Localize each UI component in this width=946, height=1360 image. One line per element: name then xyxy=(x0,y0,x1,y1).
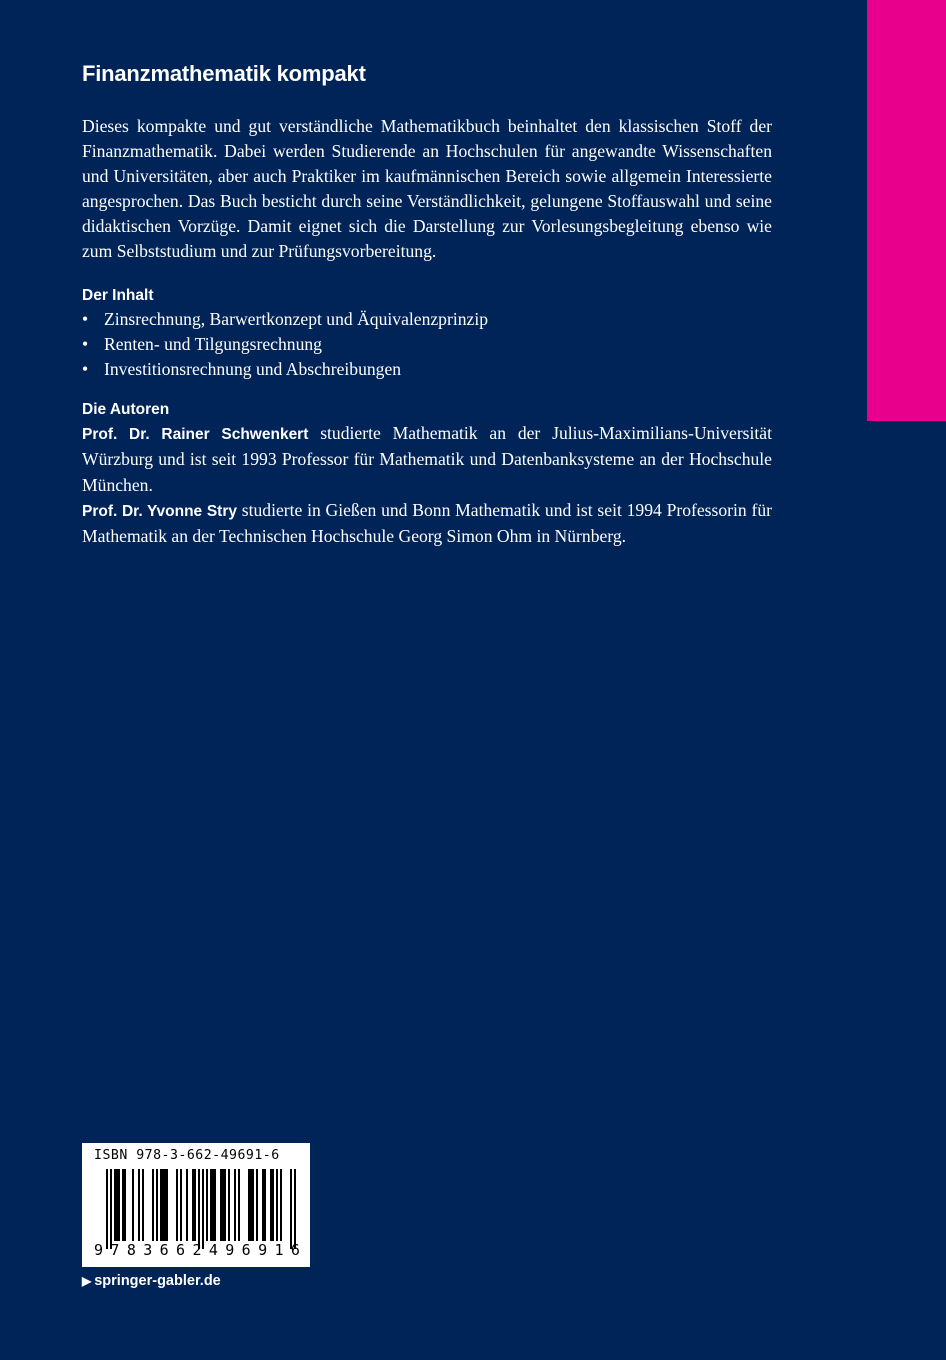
author-name: Prof. Dr. Yvonne Stry xyxy=(82,502,237,520)
barcode-bar xyxy=(248,1169,250,1241)
barcode-bar xyxy=(290,1169,292,1249)
back-cover-content xyxy=(82,58,772,549)
barcode-bar xyxy=(132,1169,134,1241)
contents-list xyxy=(82,307,772,382)
isbn-label: ISBN 978-3-662-49691-6 xyxy=(94,1148,280,1163)
barcode-bar xyxy=(202,1169,204,1249)
barcode-bar xyxy=(160,1169,162,1241)
barcode-bar xyxy=(142,1169,144,1241)
barcode-bar xyxy=(252,1169,254,1241)
contents-heading: Der Inhalt xyxy=(82,287,154,304)
barcode-bar xyxy=(228,1169,230,1241)
ean-digit: 6 xyxy=(176,1241,186,1259)
arrow-right-icon: ▶ xyxy=(82,1274,92,1288)
barcode-bar xyxy=(256,1169,258,1241)
ean-digit: 9 xyxy=(94,1241,104,1259)
bullet-icon: • xyxy=(82,359,89,379)
barcode-bar xyxy=(222,1169,224,1241)
barcode-bar xyxy=(238,1169,240,1241)
author-paragraph xyxy=(82,498,772,550)
ean-digit: 9 xyxy=(258,1241,268,1259)
barcode-bar xyxy=(206,1169,208,1241)
author-name: Prof. Dr. Rainer Schwenkert xyxy=(82,426,309,443)
list-item xyxy=(82,357,772,382)
barcode-bar xyxy=(198,1169,200,1249)
website-url: springer-gabler.de xyxy=(94,1273,221,1289)
ean-digits xyxy=(94,1241,300,1259)
barcode-bar xyxy=(116,1169,118,1241)
barcode-bar xyxy=(164,1169,166,1241)
list-item-text: Investitionsrechnung und Abschreibungen xyxy=(104,359,402,379)
barcode-bar xyxy=(276,1169,278,1241)
barcode-bar xyxy=(264,1169,266,1241)
barcode-bar xyxy=(214,1169,216,1241)
book-title: Finanzmathematik kompakt xyxy=(82,61,366,86)
barcode-bar xyxy=(138,1169,140,1241)
barcode-bar xyxy=(250,1169,252,1241)
barcode-bar xyxy=(210,1169,212,1241)
barcode-bar xyxy=(280,1169,282,1241)
barcode-bar xyxy=(180,1169,182,1241)
isbn-barcode xyxy=(82,1143,310,1267)
ean-digit: 9 xyxy=(225,1241,235,1259)
barcode-bar xyxy=(272,1169,274,1241)
barcode-bar xyxy=(212,1169,214,1241)
barcode-bar xyxy=(114,1169,116,1241)
barcode-bar xyxy=(176,1169,178,1241)
list-item-text: Renten- und Tilgungsrechnung xyxy=(104,334,322,354)
publisher-website[interactable] xyxy=(82,1273,221,1289)
book-description: Dieses kompakte und gut verständliche Mathematikbuch beinhaltet den klassischen Stoff der Finanzmathematik. Dabei werden Studierende an Hochschulen für angewandte Wissenschaften und Universitäten, aber auch Praktiker im kaufmännischen Bereich sowie allgemein Interessierte angesprochen. Das Buch besticht durch seine Verständlichkeit, gelungene Stoffauswahl und seine didaktischen Vorzüge. Damit eignet sich die Darstellung zur Vorlesungsbegleitung ebenso wie zum Selbststudium und zur Prüfungsvorbereitung. xyxy=(82,116,772,261)
barcode-bar xyxy=(192,1169,194,1241)
barcode-bar xyxy=(122,1169,124,1241)
barcode-bar xyxy=(220,1169,222,1241)
ean-digit: 6 xyxy=(159,1241,169,1259)
bullet-icon: • xyxy=(82,334,89,354)
barcode-bar xyxy=(118,1169,120,1241)
barcode-bar xyxy=(224,1169,226,1241)
accent-bar xyxy=(867,0,946,421)
ean-digit: 1 xyxy=(274,1241,284,1259)
ean-digit: 2 xyxy=(192,1241,202,1259)
barcode-bar xyxy=(152,1169,154,1241)
barcode-bar xyxy=(124,1169,126,1241)
barcode-bar xyxy=(162,1169,164,1241)
ean-digit: 6 xyxy=(241,1241,251,1259)
barcode-bar xyxy=(186,1169,188,1241)
bullet-icon: • xyxy=(82,309,89,329)
barcode-bar xyxy=(270,1169,272,1241)
barcode-bar xyxy=(234,1169,236,1241)
barcode-bar xyxy=(294,1169,296,1249)
ean-digit: 3 xyxy=(143,1241,153,1259)
list-item-text: Zinsrechnung, Barwertkonzept und Äquivalenzprinzip xyxy=(104,309,489,329)
ean-digit: 7 xyxy=(110,1241,120,1259)
ean-digit: 4 xyxy=(208,1241,218,1259)
list-item xyxy=(82,332,772,357)
barcode-bar xyxy=(156,1169,158,1241)
list-item xyxy=(82,307,772,332)
author-paragraph xyxy=(82,421,772,498)
author-bio: studierte Mathematik an der Julius-Maximilians-Universität Würzburg und ist seit 1993 Professor für Mathematik und Datenbanksysteme an der Hochschule München. xyxy=(82,423,772,495)
ean-digit: 6 xyxy=(290,1241,300,1259)
author-bio: studierte in Gießen und Bonn Mathematik und ist seit 1994 Professorin für Mathematik an der Technischen Hochschule Georg Simon Ohm in Nürnberg. xyxy=(82,499,772,547)
barcode-bar xyxy=(166,1169,168,1241)
barcode-bar xyxy=(194,1169,196,1241)
barcode-bar xyxy=(106,1169,108,1249)
barcode-bar xyxy=(110,1169,112,1249)
ean-digit: 8 xyxy=(126,1241,136,1259)
authors-heading: Die Autoren xyxy=(82,401,170,418)
barcode-bar xyxy=(262,1169,264,1241)
